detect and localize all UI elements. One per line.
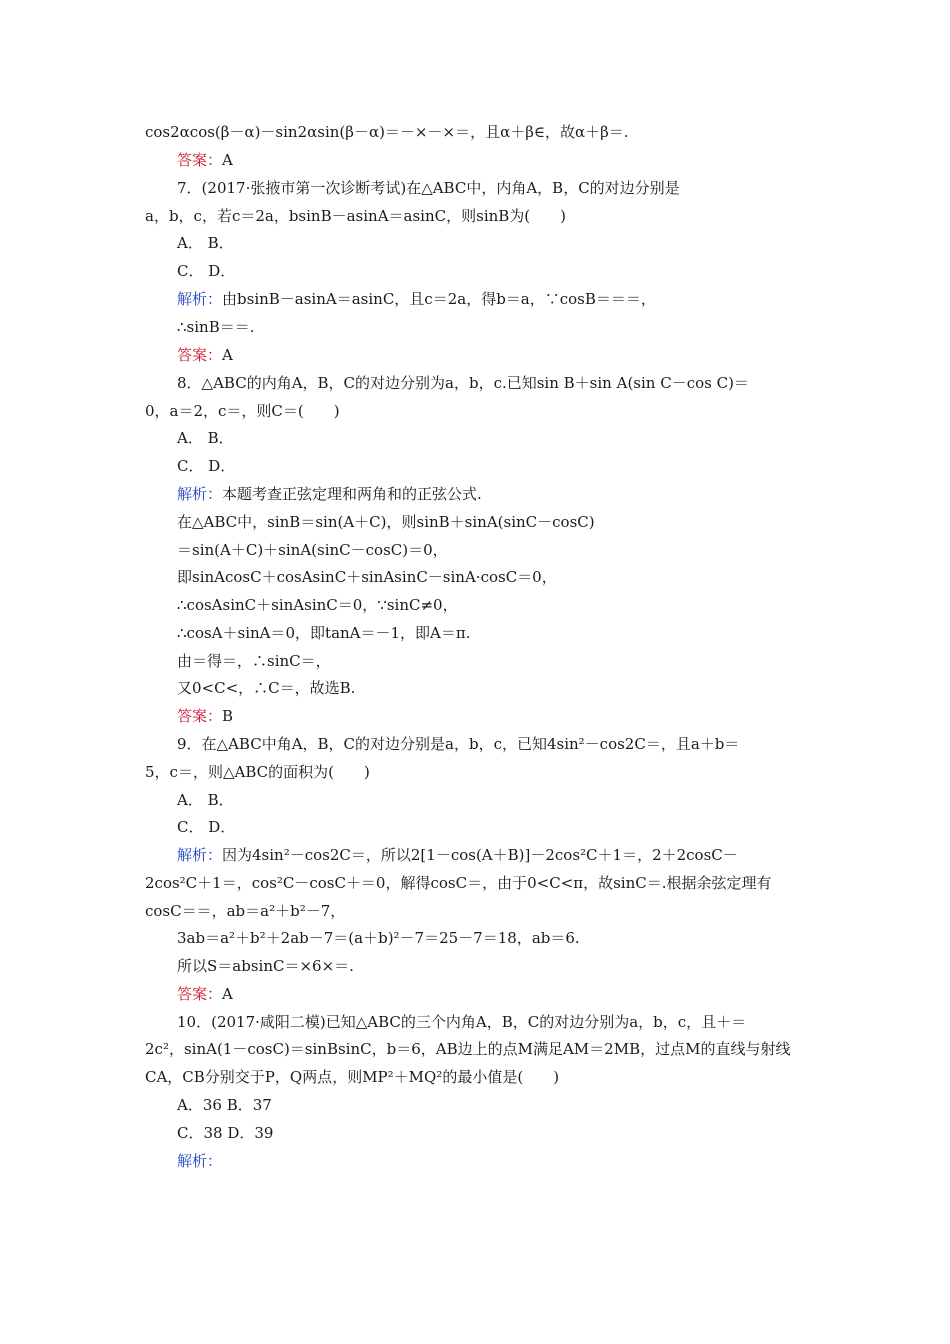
option-line: A． B． bbox=[177, 791, 234, 809]
question-line: 8．△ABC的内角A，B，C的对边分别为a，b，c.已知sin B＋sin A(sin C－cos C)＝ bbox=[177, 374, 749, 392]
analysis-text: 由bsinB－asinA＝asinC，且c＝2a，得b＝a，∵cosB＝＝＝， bbox=[222, 290, 656, 308]
answer-label: 答案： bbox=[177, 346, 223, 364]
option-line: C． D． bbox=[177, 818, 236, 836]
text-line: cos2αcos(β－α)－sin2αsin(β－α)＝－×－×＝，且α＋β∈，故α＋β＝. bbox=[145, 123, 629, 141]
option-line: C． D． bbox=[177, 262, 236, 280]
option-line: A． B． bbox=[177, 234, 234, 252]
text-line: 所以S＝absinC＝×6×＝. bbox=[177, 957, 354, 975]
analysis-line bbox=[177, 1151, 222, 1171]
question-line: 10．(2017·咸阳二模)已知△ABC的三个内角A，B，C的对边分别为a，b，c，且＋＝ bbox=[177, 1013, 747, 1031]
answer-value: B bbox=[222, 707, 234, 725]
analysis-text: 本题考查正弦定理和两角和的正弦公式. bbox=[222, 485, 482, 503]
answer-line bbox=[177, 150, 233, 170]
analysis-label: 解析： bbox=[177, 485, 223, 503]
text-line: 0，a＝2，c＝，则C＝( ) bbox=[145, 402, 340, 420]
analysis-text: 因为4sin²－cos2C＝，所以2[1－cos(A＋B)]－2cos²C＋1＝，2＋2cosC－ bbox=[222, 846, 738, 864]
text-line: 5，c＝，则△ABC的面积为( ) bbox=[145, 763, 370, 781]
text-line: CA，CB分别交于P，Q两点，则MP²＋MQ²的最小值是( ) bbox=[145, 1068, 560, 1086]
text-line: cosC＝＝，ab＝a²＋b²－7， bbox=[145, 902, 346, 920]
option-line: C．38 D．39 bbox=[177, 1124, 274, 1142]
text-line: a，b，c，若c＝2a，bsinB－asinA＝asinC，则sinB为( ) bbox=[145, 207, 567, 225]
answer-value: A bbox=[222, 985, 233, 1003]
text-line: ＝sin(A＋C)＋sinA(sinC－cosC)＝0， bbox=[177, 541, 448, 559]
answer-value: A bbox=[222, 151, 233, 169]
text-line: 即sinAcosC＋cosAsinC＋sinAsinC－sinA·cosC＝0， bbox=[177, 568, 557, 586]
analysis-label: 解析： bbox=[177, 1152, 223, 1170]
analysis-line bbox=[177, 845, 738, 865]
text-line: ∴cosA＋sinA＝0，即tanA＝－1，即A＝π. bbox=[177, 624, 471, 642]
answer-line bbox=[177, 345, 233, 365]
answer-value: A bbox=[222, 346, 233, 364]
question-line: 7．(2017·张掖市第一次诊断考试)在△ABC中，内角A，B，C的对边分别是 bbox=[177, 179, 680, 197]
answer-label: 答案： bbox=[177, 151, 223, 169]
text-line: 2cos²C＋1＝，cos²C－cosC＋＝0，解得cosC＝，由于0<C<π，故sinC＝.根据余弦定理有 bbox=[145, 874, 772, 892]
option-line: A．36 B．37 bbox=[177, 1096, 272, 1114]
analysis-label: 解析： bbox=[177, 846, 223, 864]
text-line: 3ab＝a²＋b²＋2ab－7＝(a＋b)²－7＝25－7＝18，ab＝6. bbox=[177, 929, 580, 947]
analysis-line bbox=[177, 484, 482, 504]
option-line: A． B． bbox=[177, 429, 234, 447]
answer-line bbox=[177, 984, 233, 1004]
text-line: 2c²，sinA(1－cosC)＝sinBsinC，b＝6，AB边上的点M满足AM＝2MB，过点M的直线与射线 bbox=[145, 1040, 791, 1058]
option-line: C． D． bbox=[177, 457, 236, 475]
text-line: ∴sinB＝＝. bbox=[177, 318, 255, 336]
text-line: ∴cosAsinC＋sinAsinC＝0，∵sinC≠0， bbox=[177, 596, 458, 614]
text-line: 在△ABC中，sinB＝sin(A＋C)，则sinB＋sinA(sinC－cosC) bbox=[177, 513, 595, 531]
answer-label: 答案： bbox=[177, 985, 223, 1003]
analysis-label: 解析： bbox=[177, 290, 223, 308]
answer-line bbox=[177, 706, 233, 726]
answer-label: 答案： bbox=[177, 707, 223, 725]
analysis-line bbox=[177, 289, 656, 309]
text-line: 由＝得＝，∴sinC＝， bbox=[177, 652, 331, 670]
text-line: 又0<C<，∴C＝，故选B. bbox=[177, 679, 356, 697]
question-line: 9．在△ABC中角A，B，C的对边分别是a，b，c，已知4sin²－cos2C＝，且a＋b＝ bbox=[177, 735, 740, 753]
